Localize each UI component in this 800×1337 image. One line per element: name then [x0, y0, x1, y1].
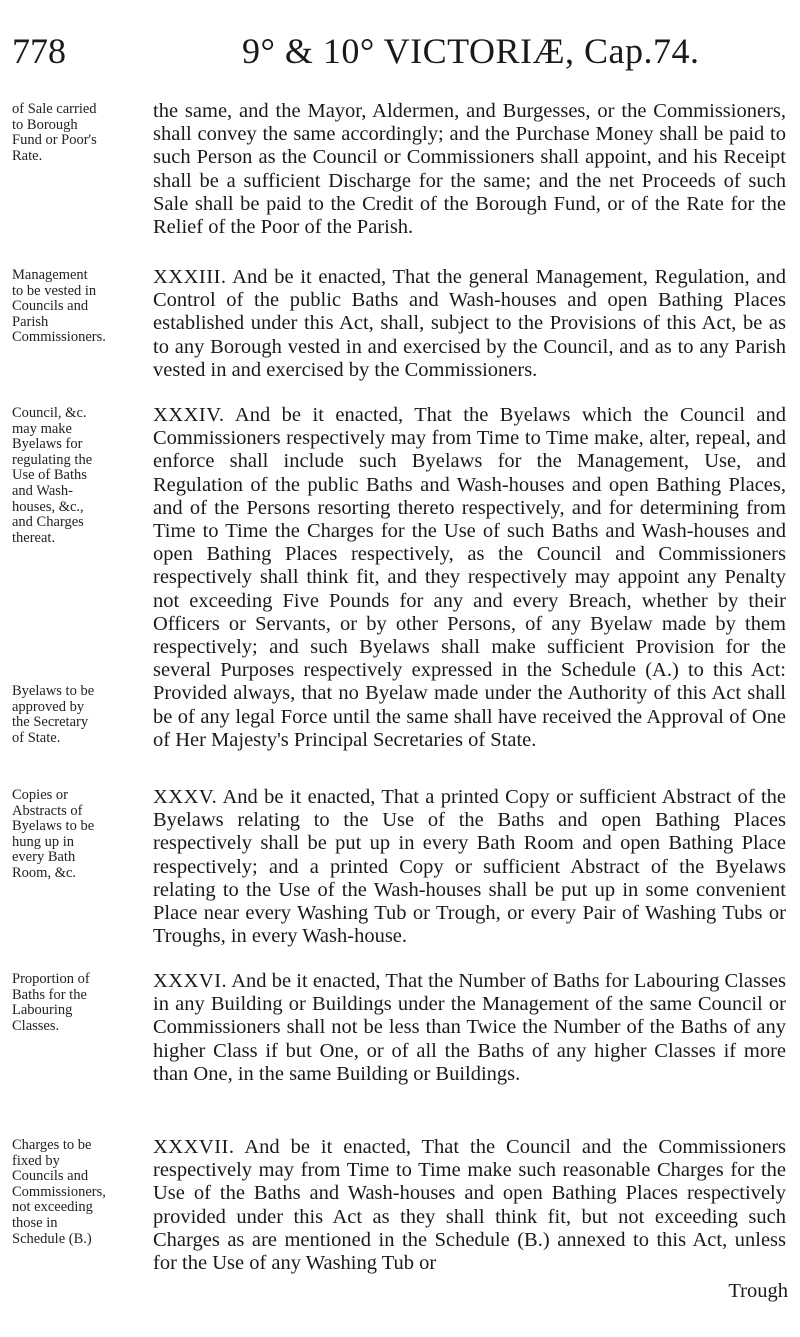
section-number: XXXV. — [153, 786, 218, 808]
margin-note: Charges to be fixed by Councils and Commissioners, not exceeding those in Schedule (B.) — [12, 1137, 106, 1247]
margin-note-secondary: Byelaws to be approved by the Secretary of State. — [12, 683, 95, 746]
margin-note: Copies or Abstracts of Byelaws to be hung up in every Bath Room, &c. — [12, 787, 95, 881]
section-number: XXXIV. — [153, 404, 225, 426]
section-text: XXXVII. And be it enacted, That the Council and the Commissioners respectively may from Time to Time make such reasonable Charges for the Use of the Baths and Wash-houses and open Bathing Places respectively provided under this Act as they shall think fit, but not exceeding such Charges as are mentioned in the Schedule (B.) annexed to this Act, unless for the Use of any Washing Tub or — [153, 1136, 787, 1275]
section-continuation — [12, 100, 792, 250]
section-number: XXXVII. — [153, 1136, 235, 1158]
section-number: XXXVI. — [153, 970, 228, 992]
section-text: XXXIII. And be it enacted, That the general Management, Regulation, and Control of the public Baths and Wash-houses and open Bathing Places established under this Act, shall, subject to the Provisions of this Act, be as to any Borough vested in and exercised by the Council, and as to any Parish vested in and exercised by the Commissioners. — [153, 266, 786, 381]
margin-note: Proportion of Baths for the Labouring Classes. — [12, 971, 90, 1034]
margin-note: Council, &c. may make Byelaws for regulating the Use of Baths and Wash-houses, &c., and Charges thereat. — [12, 405, 93, 546]
margin-note: of Sale carried to Borough Fund or Poor's Rate. — [12, 101, 97, 164]
page-number: 778 — [12, 31, 66, 71]
section-number: XXXIII. — [153, 266, 227, 288]
section-text: the same, and the Mayor, Aldermen, and Burgesses, or the Commissioners, shall convey the same accordingly; and the Purchase Money shall be paid to such Person as the Council or Commissioners shall appoint, and his Receipt shall be a sufficient Discharge for the same; and the net Proceeds of such Sale shall be paid to the Credit of the Borough Fund, or of the Rate for the Relief of the Poor of the Parish. — [153, 100, 786, 239]
section-xxxiv — [12, 404, 792, 774]
section-xxxv — [12, 786, 792, 956]
running-title: 9° & 10° VICTORIÆ, Cap.74. — [242, 31, 700, 71]
catchword: Trough — [728, 1280, 788, 1302]
section-xxxiii — [12, 266, 792, 386]
margin-note: Management to be vested in Councils and Parish Commissioners. — [12, 267, 106, 346]
section-xxxvi — [12, 970, 792, 1120]
section-text: XXXVI. And be it enacted, That the Number of Baths for Labouring Classes in any Building or Buildings under the Management of the same Council or Commissioners shall not be less than Twice the Number of the Baths of any higher Class if but One, or of all the Baths of any higher Classes if more than One, in the same Building or Buildings. — [153, 970, 786, 1085]
section-xxxvii — [12, 1136, 792, 1276]
page-header — [12, 30, 792, 80]
section-text: XXXV. And be it enacted, That a printed Copy or sufficient Abstract of the Byelaws relating to the Use of the Baths and open Bathing Places respectively shall be put up in every Bath Room and open Bathing Place respectively; and a printed Copy or sufficient Abstract of the Byelaws relating to the Use of the Wash-houses shall be put up in some convenient Place near every Washing Tub or Trough, or every Pair of Washing Tubs or Troughs, in every Wash-house. — [153, 786, 787, 948]
section-text: XXXIV. And be it enacted, That the Byelaws which the Council and Commissioners respectively may from Time to Time make, alter, repeal, and enforce shall include such Byelaws for the Management, Use, and Regulation of the public Baths and Wash-houses and open Bathing Places, and of the Persons resorting thereto respectively, and for determining from Time to Time the Charges for the Use of such Baths and Wash-houses and open Bathing Places respectively, as the Council and Commissioners respectively shall think fit, and they respectively may appoint any Penalty not exceeding Five Pounds for any and every Breach, whether by their Officers or Servants, or by other Persons, of any Byelaw made by them respectively; and such Byelaws shall make sufficient Provision for the several Purposes respectively expressed in the Schedule (A.) to this Act: Provided always, that no Byelaw made under the Authority of this Act shall be of any legal Force until the same shall have received the Approval of One of Her Majesty's Principal Secretaries of State. — [153, 404, 786, 751]
